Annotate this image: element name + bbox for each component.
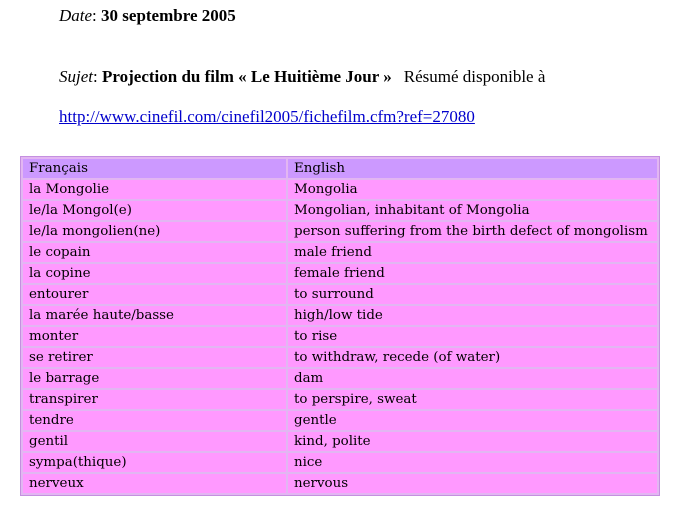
english-term: to perspire, sweat — [288, 390, 657, 409]
table-row — [23, 306, 657, 325]
table-row — [23, 369, 657, 388]
french-term: la marée haute/basse — [23, 306, 286, 325]
english-term: nice — [288, 453, 657, 472]
film-summary-link[interactable]: http://www.cinefil.com/cinefil2005/fichefilm.cfm?ref=27080 — [59, 107, 475, 126]
french-term: le copain — [23, 243, 286, 262]
french-term: le barrage — [23, 369, 286, 388]
english-term: female friend — [288, 264, 657, 283]
subject-separator: : — [93, 67, 102, 86]
french-term: nerveux — [23, 474, 286, 493]
english-term: male friend — [288, 243, 657, 262]
english-term: nervous — [288, 474, 657, 493]
english-term: kind, polite — [288, 432, 657, 451]
english-term: Mongolia — [288, 180, 657, 199]
table-row — [23, 453, 657, 472]
french-term: monter — [23, 327, 286, 346]
table-row — [23, 348, 657, 367]
french-term: le/la mongolien(ne) — [23, 222, 286, 241]
french-term: gentil — [23, 432, 286, 451]
french-term: la copine — [23, 264, 286, 283]
column-header-english: English — [288, 159, 657, 178]
english-term: Mongolian, inhabitant of Mongolia — [288, 201, 657, 220]
english-term: person suffering from the birth defect of mongolism — [288, 222, 657, 241]
french-term: transpirer — [23, 390, 286, 409]
subject-label: Sujet — [59, 67, 93, 86]
english-term: to withdraw, recede (of water) — [288, 348, 657, 367]
table-header-row — [23, 159, 657, 178]
french-term: la Mongolie — [23, 180, 286, 199]
french-term: se retirer — [23, 348, 286, 367]
link-line — [59, 107, 475, 127]
table-row — [23, 474, 657, 493]
date-line — [59, 6, 236, 26]
table-row — [23, 390, 657, 409]
subject-value: Projection du film « Le Huitième Jour » — [101, 67, 392, 86]
english-term: gentle — [288, 411, 657, 430]
table-row — [23, 327, 657, 346]
french-term: le/la Mongol(e) — [23, 201, 286, 220]
french-term: tendre — [23, 411, 286, 430]
summary-text: Résumé disponible à — [403, 67, 546, 86]
english-term: to surround — [288, 285, 657, 304]
english-term: high/low tide — [288, 306, 657, 325]
french-term: sympa(thique) — [23, 453, 286, 472]
french-term: entourer — [23, 285, 286, 304]
subject-line — [59, 67, 545, 87]
vocabulary-table — [20, 156, 660, 496]
date-separator: : — [92, 6, 102, 25]
date-value: 30 septembre 2005 — [101, 6, 236, 25]
table-row — [23, 243, 657, 262]
table-row — [23, 201, 657, 220]
table-row — [23, 180, 657, 199]
english-term: to rise — [288, 327, 657, 346]
english-term: dam — [288, 369, 657, 388]
table-row — [23, 264, 657, 283]
table-row — [23, 285, 657, 304]
date-label: Date — [59, 6, 93, 25]
column-header-french: Français — [23, 159, 286, 178]
table-row — [23, 432, 657, 451]
table-row — [23, 411, 657, 430]
table-row — [23, 222, 657, 241]
